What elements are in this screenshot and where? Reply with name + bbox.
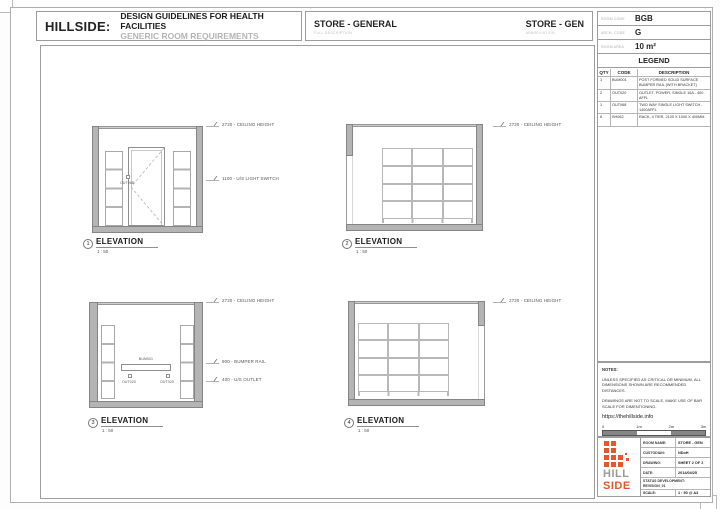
drawing-canvas: [40, 45, 595, 499]
dimension-annotation: [206, 358, 266, 364]
wall-segment: [478, 301, 485, 326]
hillside-logo: [598, 438, 641, 496]
legend-description: RACK, 4 TIER, 2100 X 1000 X 400MM: [639, 115, 705, 119]
level-mark-icon: [206, 376, 219, 382]
floor-slab: [348, 399, 485, 406]
room-code-value: BGB: [635, 14, 653, 23]
custodian-value: NDoH: [675, 448, 710, 457]
title-block: [597, 437, 711, 497]
ceiling-slab: [346, 124, 483, 127]
floor-slab: [346, 224, 483, 231]
wall-segment: [92, 126, 99, 233]
scale-bar-graphic: [602, 430, 706, 436]
logo-text-hill: HILL: [603, 468, 630, 480]
room-abbreviation: STORE - GEN: [525, 19, 584, 29]
light-switch-icon: [126, 175, 130, 179]
status-label: STATUS DEVELOPMENT:: [643, 479, 685, 483]
notes-paragraph: DRAWINGS ARE NOT TO SCALE, MAKE USE OF BAR SCALE FOR DIMENTIONING.: [602, 398, 703, 409]
level-mark-icon: [493, 297, 506, 303]
legend-col-qty: QTY: [598, 69, 611, 76]
legend-qty: 2: [598, 90, 611, 101]
legend-description: OUTLET, POWER, SINGLE 16A - 400 AFFL: [639, 91, 704, 100]
shelving-rack: [180, 325, 194, 399]
fixture-tag: OUT020: [160, 380, 174, 384]
wall-opening-line: [352, 156, 353, 224]
dimension-annotation: [493, 297, 561, 303]
power-outlet-icon: [128, 374, 132, 378]
arch-code-row: [597, 25, 711, 40]
fixture-tag: OUT020: [122, 380, 136, 384]
notes-heading: NOTES:: [602, 367, 618, 372]
legend-qty: 1: [598, 102, 611, 113]
dimension-annotation: [206, 121, 274, 127]
elevation-number-badge: 1: [83, 239, 93, 249]
wall-segment: [194, 302, 203, 408]
ceiling-slab: [89, 302, 203, 305]
wall-segment: [348, 301, 355, 406]
elevation-scale: 1 : 50: [97, 249, 109, 254]
document-subtitle: GENERIC ROOM REQUIREMENTS: [120, 31, 259, 41]
room-full-name-label: FULL DESCRIPTION: [314, 31, 353, 35]
notes-paragraph: UNLESS SPECIFIED AS CRITICAL OR MINIMUM, ALL DIMENSIONS SHOWN ARE RECOMMENDED DISTANCES.: [602, 377, 701, 393]
logo-building-icon: [625, 453, 627, 455]
room-area-label: ROOM AREA: [601, 44, 624, 49]
dimension-text: 2720 - CEILING HEIGHT: [509, 297, 562, 303]
date-value: 2014/04/25: [675, 468, 710, 477]
room-area-row: [597, 39, 711, 54]
header-brand-box: [36, 11, 302, 41]
wall-segment: [346, 124, 353, 156]
bumper-rail: [121, 364, 171, 371]
floor-slab: [89, 401, 203, 408]
elevation-scale: 1 : 50: [356, 249, 368, 254]
ceiling-slab: [348, 301, 485, 304]
date-row: [641, 468, 710, 478]
legend-panel: [597, 53, 711, 362]
legend-row: [598, 77, 710, 90]
scale-tick: 2m: [668, 424, 675, 430]
level-mark-icon: [206, 121, 219, 127]
status-value: REVISION_01: [643, 483, 666, 488]
level-mark-icon: [493, 121, 506, 127]
room-name-value: STORE - GEN: [675, 438, 710, 447]
scale-tick: 3m: [700, 424, 707, 430]
power-outlet-icon: [166, 374, 170, 378]
room-code-row: [597, 11, 711, 26]
wall-opening-line: [478, 326, 479, 399]
dimension-annotation: [206, 297, 274, 303]
legend-col-code: CODE: [611, 69, 638, 76]
legend-description: TWO WAY SINGLE LIGHT SWITCH - 1400AFFL: [639, 103, 703, 112]
elevation-title: ELEVATION: [357, 416, 419, 427]
dimension-annotation: [493, 121, 561, 127]
elevation-number-badge: 2: [342, 239, 352, 249]
wall-segment: [476, 124, 483, 231]
dimension-text: 2720 - CEILING HEIGHT: [222, 121, 275, 127]
bar-scale: [602, 424, 706, 436]
legend-col-description: DESCRIPTION: [658, 69, 690, 75]
room-abbreviation-label: ABBREVIATION: [525, 31, 555, 35]
brand-name: HILLSIDE:: [45, 18, 111, 34]
custodian-label: CUSTODIAN:: [643, 450, 665, 455]
legend-code: BUM001: [611, 77, 638, 89]
legend-column-headers: [598, 68, 710, 77]
rack-feet: [358, 392, 451, 396]
dimension-text: 900 - BUMPER RAIL: [222, 358, 266, 364]
arch-code-value: G: [635, 28, 642, 37]
legend-qty: 1: [598, 77, 611, 89]
drawing-label: DRAWING:: [643, 460, 662, 465]
dimension-annotation: [206, 175, 279, 181]
level-mark-icon: [206, 175, 219, 181]
scale-tick: 1m: [636, 424, 642, 430]
room-full-name: STORE - GENERAL: [314, 19, 397, 29]
shelving-rack-grid: [358, 323, 449, 392]
legend-code: OUT068: [611, 102, 638, 113]
dimension-text: 1100 - U/S LIGHT SWITCH: [222, 175, 279, 181]
document-title: DESIGN GUIDELINES FOR HEALTH FACILITIES: [120, 11, 264, 31]
shelving-rack-grid: [382, 148, 473, 219]
notes-panel: [597, 362, 711, 437]
legend-code: OUT020: [611, 90, 638, 101]
rack-feet: [382, 219, 475, 223]
custodian-row: [641, 448, 710, 458]
elevation-number-badge: 3: [88, 418, 98, 428]
ceiling-slab: [92, 126, 203, 129]
wall-opening-line: [346, 156, 347, 224]
shelving-rack: [101, 325, 115, 399]
shelving-rack: [105, 151, 123, 226]
wall-segment: [196, 126, 203, 233]
wall-segment: [89, 302, 98, 408]
scale-tick: 0: [602, 424, 605, 430]
level-mark-icon: [206, 358, 219, 364]
dimension-text: 400 - U/S OUTLET: [222, 376, 262, 382]
drawing-value: SHEET 2 OF 2: [675, 458, 710, 467]
elevation-title: ELEVATION: [96, 237, 158, 248]
legend-qty: 6: [598, 114, 611, 126]
elevation-title: ELEVATION: [355, 237, 417, 248]
legend-row: [598, 90, 710, 102]
room-name-label: ROOM NAME:: [643, 440, 667, 445]
legend-description: POST FORMED SOLID SURFACE BUMPER RAIL (WITH BRACKET): [639, 78, 699, 87]
elevation-scale: 1 : 50: [102, 428, 114, 433]
website-link[interactable]: https://thehillside.info: [602, 414, 654, 421]
dimension-annotation: [206, 376, 262, 382]
scale-row: [641, 490, 710, 496]
logo-building-icon: [604, 441, 609, 446]
logo-text-side: SIDE: [603, 480, 631, 492]
door-swing-lines: [127, 146, 167, 228]
legend-title: LEGEND: [598, 54, 710, 68]
room-name-row: [641, 438, 710, 448]
wall-opening-line: [484, 326, 485, 399]
fixture-tag: OUT068: [120, 181, 134, 185]
elevation-scale: 1 : 50: [358, 428, 370, 433]
drawing-row: [641, 458, 710, 468]
shelving-rack: [173, 151, 191, 226]
dimension-text: 2720 - CEILING HEIGHT: [222, 297, 275, 303]
room-code-label: ROOM CODE: [601, 16, 625, 21]
fixture-tag: BUM001: [138, 357, 154, 361]
room-area-value: 10 m²: [635, 42, 656, 51]
elevation-title: ELEVATION: [101, 416, 163, 427]
scale-value: 1 : 50 @ A3: [675, 490, 710, 496]
dimension-text: 2720 - CEILING HEIGHT: [509, 121, 562, 127]
header-room-box: [305, 11, 593, 41]
legend-code: SH062: [611, 114, 638, 126]
elevation-number-badge: 4: [344, 418, 354, 428]
logo-building-icon: [626, 458, 629, 461]
legend-row: [598, 102, 710, 114]
arch-code-label: ARCH. CODE: [601, 30, 625, 35]
level-mark-icon: [206, 297, 219, 303]
legend-row: [598, 114, 710, 127]
status-row: [641, 478, 710, 490]
scale-label: SCALE:: [643, 491, 657, 495]
date-label: DATE:: [643, 470, 654, 475]
